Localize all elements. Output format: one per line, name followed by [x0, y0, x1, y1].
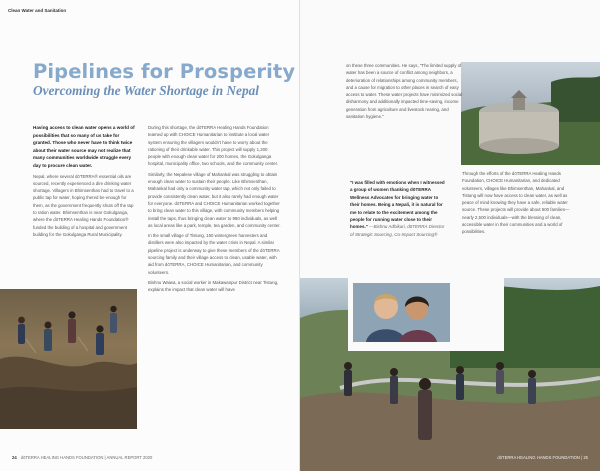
workers-digging-photo — [0, 289, 137, 429]
footer-right: dōTERRA HEALING HANDS FOUNDATION | 25 — [497, 455, 588, 460]
intro-paragraph: Having access to clean water opens a world of possibilities that so many of us take for granted. Those who never have to think twice about their water source may not realize that many communities worldwide struggle every day to procure clean water. — [33, 125, 135, 168]
workers-digging-illustration — [0, 289, 137, 429]
water-tank-photo — [461, 62, 600, 165]
footer-publication-left: dōTERRA HEALING HANDS FOUNDATION | ANNUAL REPORT 2020 — [20, 455, 153, 460]
body-paragraph: Nepal, where several dōTERRA® essential oils are sourced, recently experienced a dire drinking water shortage. Villagers in Bhimsenthan had to travel to a public tap for water, hoping thered be enough for them, as the government frequently shuts off the tap to ration water. Bhimsenthan is near Gokulganga, where the dōTERRA Healing Hands Foundation® funded the building of a hospital and government building for the Gokulganga Rural Municipality. — [33, 173, 134, 237]
text-column-1 — [33, 124, 137, 241]
text-column-4 — [462, 170, 570, 239]
pull-quote — [350, 179, 446, 238]
text-column-2 — [148, 124, 281, 297]
portrait-photo — [353, 283, 450, 342]
two-people-portrait-illustration — [353, 283, 450, 342]
body-paragraph: Through the efforts of the dōTERRA Healing Hands Foundation, CHOICE Humanitarian, and dedicated volunteers, villages like Bhimsenthan, Mahankal, and Tistung will now have access to clean water, as well as peace of mind knowing they have a safe, reliable water source. These projects will provide about 500 families—nearly 2,500 individuals—with the blessing of clean, accessible water in their communities and a world of possibilities. — [462, 171, 570, 235]
article-subtitle: Overcoming the Water Shortage in Nepal — [33, 83, 259, 98]
body-paragraph: During this shortage, the dōTERRA Healing Hands Foundation teamed up with CHOICE Humanitarian to institute a local water system ensuring the villagers wouldn't have to worry about the rationing of their drinkable water. This project will supply 1,200 people with enough clean water for 200 homes, the Gokulganga hospital, municipality office, two schools, and the community center. — [148, 125, 279, 167]
body-paragraph: Similarly, the Nepalese village of Mahankal was struggling to obtain enough clean water to sustain their people. Like Bhimsenthan, Mahankal had only a community water tap, which not only failed to provide consistently clean water, but it also rarely had enough water for everyone. dōTERRA and CHOICE Humanitarian worked together to bring clean water to this village, with community members helping install the taps, thus bringing clean water to 950 individuals, as well as local areas like a park, temple, tea garden, and community center. — [148, 171, 281, 228]
page-number-left: 24 — [12, 455, 17, 460]
body-paragraph: on these three communities. He says, "The limited supply of water has been a source of conflict among neighbors, a deterioration of relationships among community members, and a cause for migration to other places in search of easy access to water. These water projects have minimized social disharmony and additionally impacted time-saving, income generation from agriculture and livestock rearing, and sanitation hygiene." — [346, 63, 463, 120]
body-paragraph: In the small village of Tistung, 150 wintergreen harvesters and distillers were also impacted by the water crisis in Nepal. A similar pipeline project is underway to give these members of the dōTERRA sourcing family and their village access to clean, usable water, with aid from dōTERRA, CHOICE Humanitarian, and community volunteers. — [148, 233, 280, 275]
footer-left — [12, 455, 152, 460]
article-title: Pipelines for Prosperity — [33, 60, 296, 83]
section-label: Clean Water and Sanitation — [8, 8, 67, 13]
quote-attribution: —Bishnu Adhikari, dōTERRA Director of Strategic Sourcing, Co-Impact Sourcing® — [350, 224, 445, 237]
quote-text: "I was filled with emotions when I witnessed a group of women thanking dōTERRA Wellness Advocates for bringing water to their homes. Being a Nepali, it is natural for me to relate to the excitement among the people for running water close to their homes." — [350, 180, 445, 230]
body-paragraph: Bishnu Waiwa, a social worker in Makawanpur District near Tistung, explains the impact that clean water will have — [148, 279, 279, 293]
water-tank-illustration — [461, 62, 600, 165]
pipeline-workers-photo — [300, 278, 600, 471]
text-column-3 — [346, 62, 464, 123]
